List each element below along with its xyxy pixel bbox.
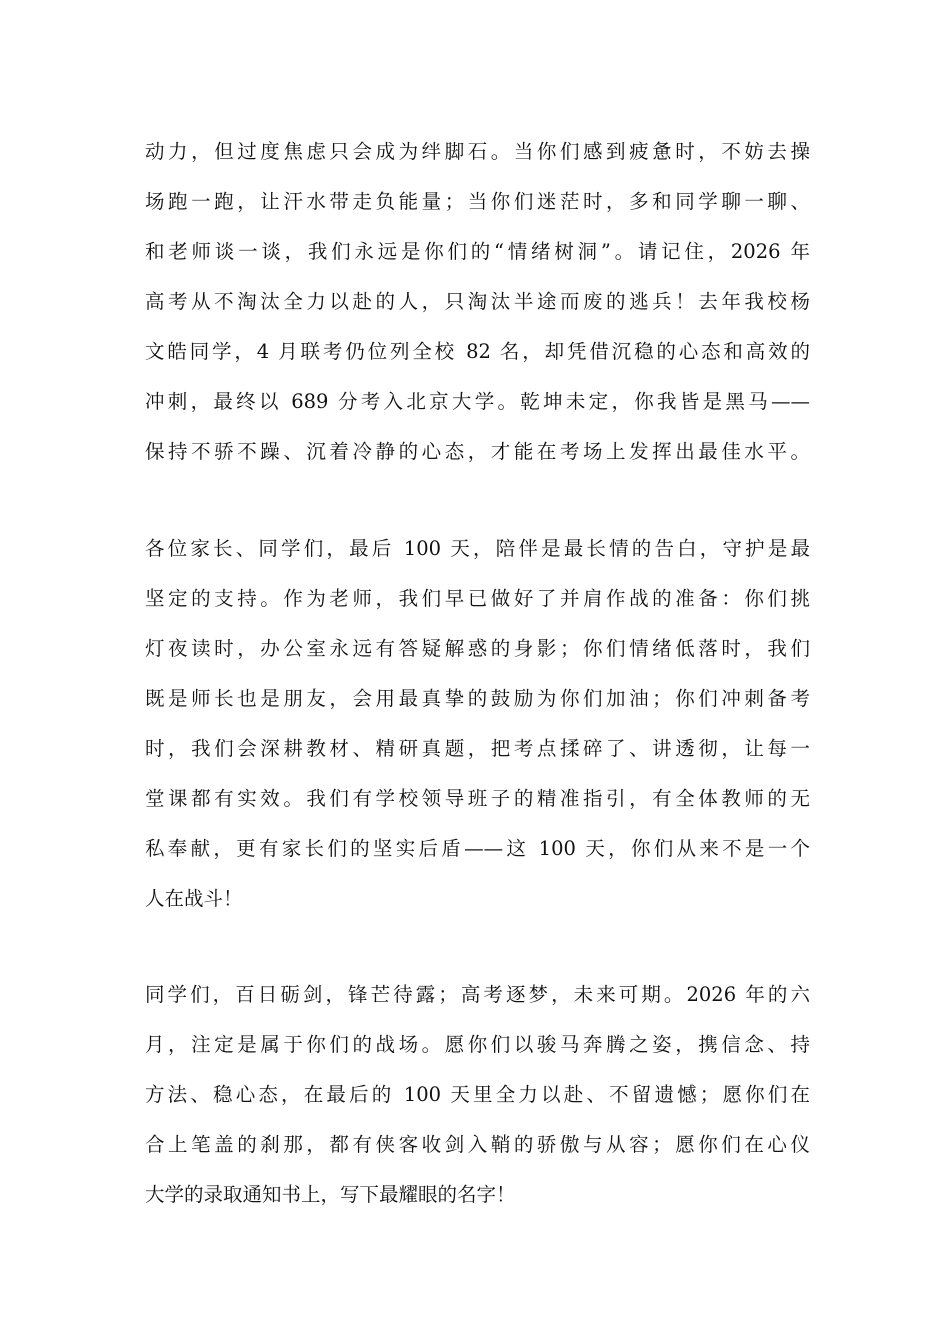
paragraph-line: 文皓同学，4 月联考仍位列全校 82 名，却凭借沉稳的心态和高效的 xyxy=(145,340,810,363)
paragraph-line: 高考从不淘汰全力以赴的人，只淘汰半途而废的逃兵！去年我校杨 xyxy=(145,290,810,313)
paragraph-line: 月，注定是属于你们的战场。愿你们以骏马奔腾之姿，携信念、持 xyxy=(145,1033,810,1056)
paragraph-line: 场跑一跑，让汗水带走负能量；当你们迷茫时，多和同学聊一聊、 xyxy=(145,190,810,213)
paragraph-line: 私奉献，更有家长们的坚实后盾——这 100 天，你们从来不是一个 xyxy=(145,837,810,860)
paragraph-line: 大学的录取通知书上，写下最耀眼的名字！ xyxy=(145,1183,516,1206)
paragraph-line: 冲刺，最终以 689 分考入北京大学。乾坤未定，你我皆是黑马—— xyxy=(145,390,810,413)
paragraph-line: 时，我们会深耕教材、精研真题，把考点揉碎了、讲透彻，让每一 xyxy=(145,737,810,760)
paragraph-line: 既是师长也是朋友，会用最真挚的鼓励为你们加油；你们冲刺备考 xyxy=(145,687,810,710)
paragraph-line: 方法、稳心态，在最后的 100 天里全力以赴、不留遗憾；愿你们在 xyxy=(145,1083,810,1106)
paragraph-line: 保持不骄不躁、沉着冷静的心态，才能在考场上发挥出最佳水平。 xyxy=(145,440,810,463)
paragraph-line: 坚定的支持。作为老师，我们早已做好了并肩作战的准备：你们挑 xyxy=(145,587,810,610)
paragraph-line: 各位家长、同学们，最后 100 天，陪伴是最长情的告白，守护是最 xyxy=(145,537,810,560)
paragraph-line: 合上笔盖的刹那，都有侠客收剑入鞘的骄傲与从容；愿你们在心仪 xyxy=(145,1133,810,1156)
paragraph-line: 和老师谈一谈，我们永远是你们的“情绪树洞”。请记住，2026 年 xyxy=(145,240,810,263)
paragraph-line: 人在战斗！ xyxy=(145,887,243,910)
paragraph-line: 动力，但过度焦虑只会成为绊脚石。当你们感到疲惫时，不妨去操 xyxy=(145,140,810,163)
paragraph-line: 灯夜读时，办公室永远有答疑解惑的身影；你们情绪低落时，我们 xyxy=(145,637,810,660)
paragraph-line: 同学们，百日砺剑，锋芒待露；高考逐梦，未来可期。2026 年的六 xyxy=(145,983,810,1006)
paragraph-line: 堂课都有实效。我们有学校领导班子的精准指引，有全体教师的无 xyxy=(145,787,810,810)
